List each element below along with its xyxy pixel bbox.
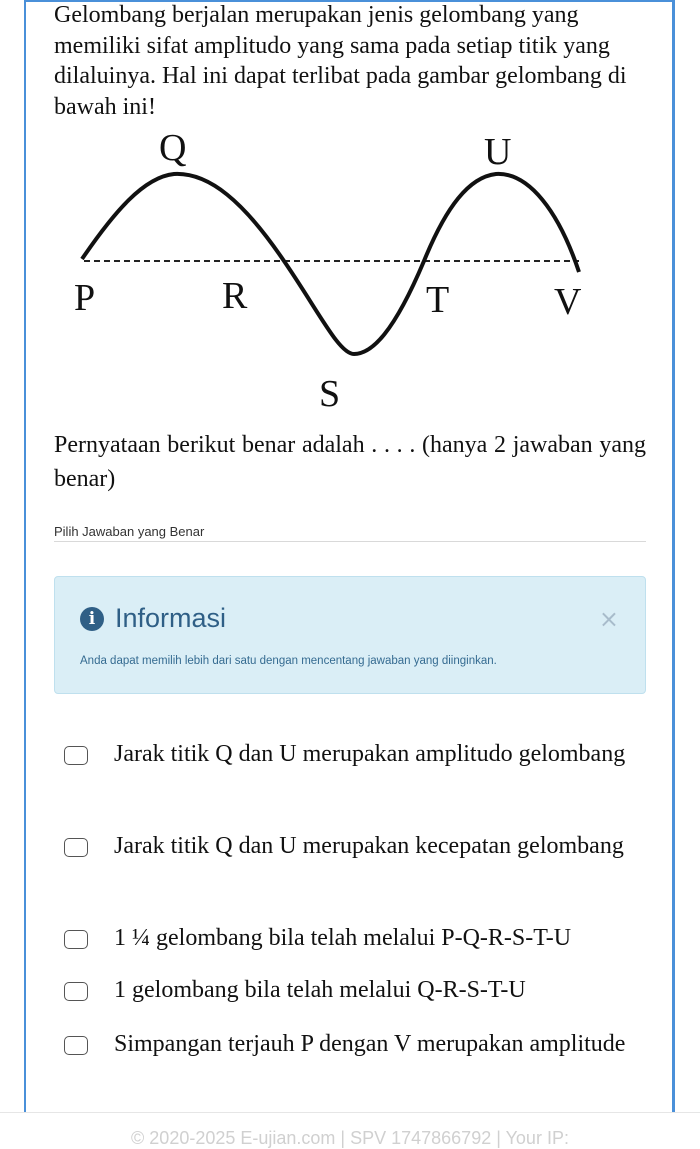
info-alert	[54, 576, 646, 694]
option-text: Jarak titik Q dan U merupakan amplitudo gelombang	[114, 741, 626, 767]
option-1[interactable]	[62, 734, 646, 816]
label-S: S	[319, 373, 341, 412]
frame-left-border	[24, 0, 26, 1112]
label-R: R	[222, 275, 248, 317]
info-title: Informasi	[115, 603, 227, 633]
label-P: P	[74, 277, 96, 319]
option-2[interactable]	[62, 826, 646, 908]
footer-divider	[0, 1112, 700, 1113]
wave-curve	[82, 174, 579, 354]
option-radio[interactable]	[64, 982, 88, 1001]
section-divider	[54, 541, 646, 542]
wave-figure	[54, 122, 646, 412]
option-radio[interactable]	[64, 930, 88, 949]
option-radio[interactable]	[64, 1036, 88, 1055]
option-radio[interactable]	[64, 838, 88, 857]
option-5[interactable]	[62, 1024, 646, 1106]
option-text: Simpangan terjauh P dengan V merupakan amplitude	[114, 1031, 626, 1057]
close-icon[interactable]: ×	[598, 605, 619, 633]
option-radio[interactable]	[64, 746, 88, 765]
label-V: V	[554, 281, 582, 323]
info-icon: i	[80, 607, 104, 631]
option-text: Jarak titik Q dan U merupakan kecepatan gelombang	[114, 833, 624, 859]
question-intro: Gelombang berjalan merupakan jenis gelombang yang memiliki sifat amplitudo yang sama pada setiap titik yang dilaluinya. Hal ini dapat terlibat pada gambar gelombang di bawah ini!	[54, 2, 627, 120]
footer-text: © 2020-2025 E-ujian.com | SPV 1747866792 | Your IP:	[131, 1128, 569, 1148]
info-message: Anda dapat memilih lebih dari satu dengan mencentang jawaban yang diinginkan.	[80, 655, 497, 667]
option-3[interactable]	[62, 918, 646, 959]
option-4[interactable]	[62, 970, 646, 1011]
frame-right-border	[672, 0, 675, 1112]
option-text: 1 ¼ gelombang bila telah melalui P-Q-R-S-T-U	[114, 925, 572, 951]
option-text: 1 gelombang bila telah melalui Q-R-S-T-U	[114, 977, 526, 1003]
label-Q: Q	[159, 127, 187, 169]
label-T: T	[426, 279, 450, 321]
question-prompt: Pernyataan berikut benar adalah . . . . (hanya 2 jawaban yang benar)	[54, 432, 646, 492]
label-U: U	[484, 131, 512, 173]
answer-section-label: Pilih Jawaban yang Benar	[54, 524, 205, 539]
